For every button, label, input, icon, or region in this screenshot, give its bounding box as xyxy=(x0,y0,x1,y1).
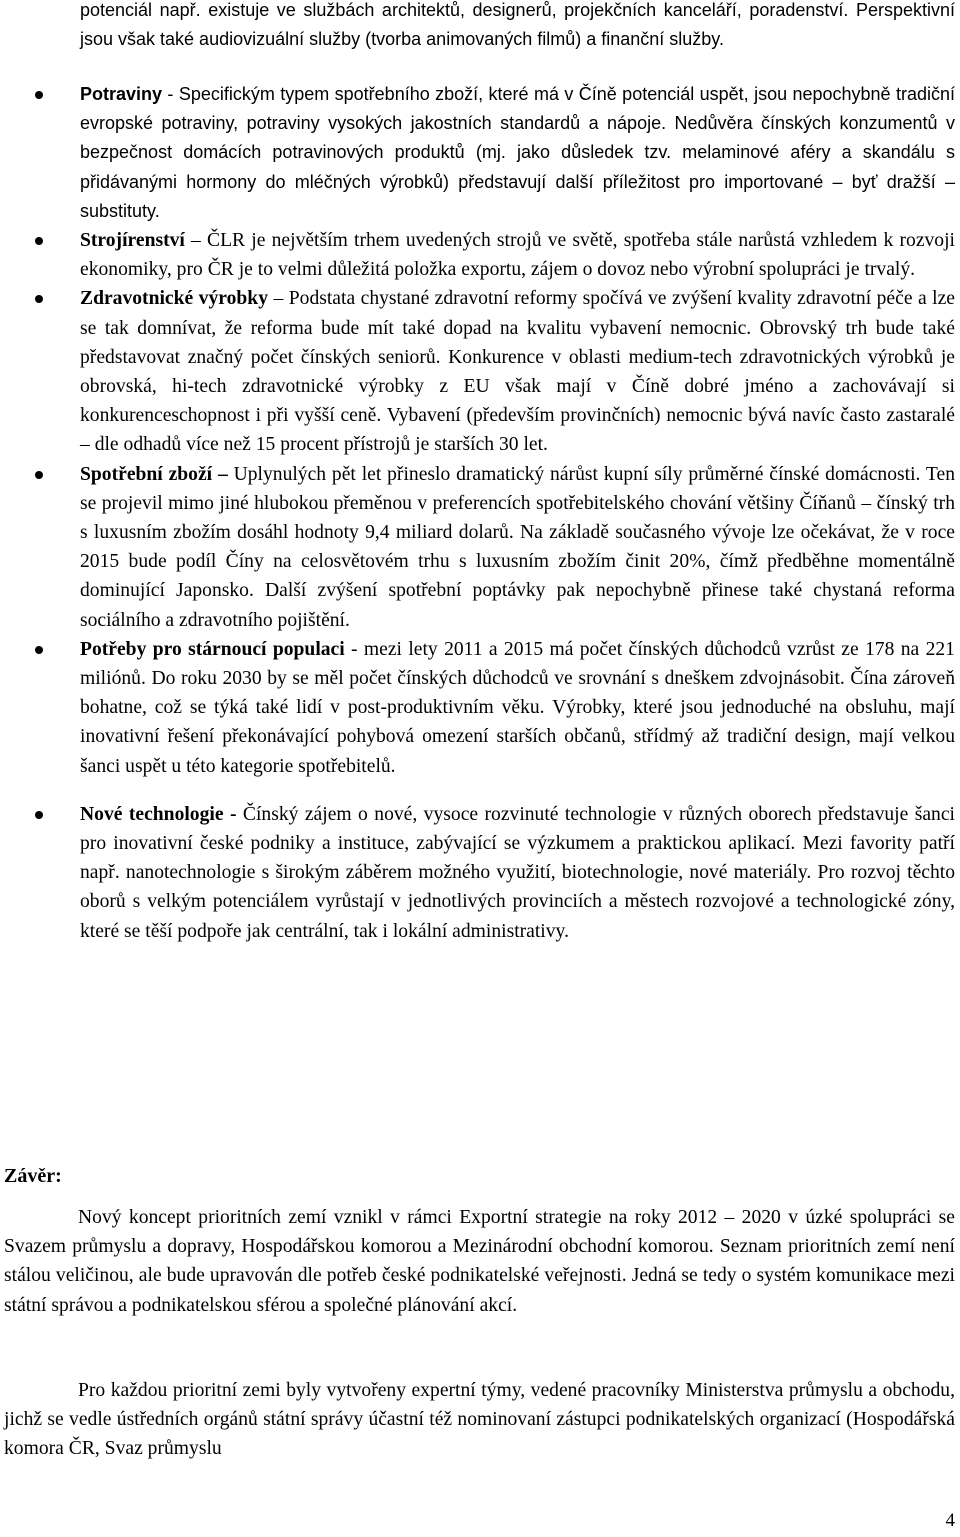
bullet-text: – ČLR je největším trhem uvedených strojů ve světě, spotřeba stále narůstá vzhledem k rozvoji ekonomiky, pro ČR je to velmi důležitá položka exportu, zájem o dovoz nebo výrobní spolupráci je trvalý. xyxy=(80,230,955,281)
bullet-dot-icon xyxy=(35,295,43,303)
bullet-lead: Potřeby pro stárnoucí populaci xyxy=(80,638,345,660)
paragraph: Nový koncept prioritních zemí vznikl v rámci Exportní strategie na roky 2012 – 2020 v úzké spolupráci se Svazem průmyslu a dopravy, Hospodářskou komorou a Mezinárodní obchodní komorou. Seznam prioritních zemí není stálou veličinou, ale bude upravován dle potřeb české podnikatelské veřejnosti. Jedná se tedy o systém komunikace mezi státní správou a podnikatelskou sférou a společné plánování akcí. xyxy=(4,1207,955,1316)
page-number: 4 xyxy=(945,1510,955,1531)
bullet-dot-icon xyxy=(35,91,43,99)
bullet-item-nove-technologie xyxy=(0,800,955,946)
bullet-dot-icon xyxy=(35,811,43,819)
bullet-dot-icon xyxy=(35,237,43,245)
bullet-lead: Potraviny xyxy=(80,84,163,104)
bullet-lead: Zdravotnické výrobky xyxy=(80,288,269,310)
bullet-text: Čínský zájem o nové, vysoce rozvinuté technologie v různých oborech představuje šanci pro inovativní české podniky a instituce, zabývající se výzkumem a praktickou aplikací. Mezi favority patří např. nanotechnologie s širokým záběrem možného využití, biotechnologie, nové materiály. Pro rozvoj těchto oborů s velkým potenciálem vyrůstají v jednotlivých provinciích a městech rozvojové a technologické zóny, které se těší podpoře jak centrální, tak i lokální administrativy. xyxy=(80,803,955,942)
paragraph: Pro každou prioritní zemi byly vytvořeny expertní týmy, vedené pracovníky Ministerstva průmyslu a obchodu, jichž se vedle ústředních orgánů státní správy účastní též nominovaní zástupci podnikatelských organizací (Hospodářská komora ČR, Svaz průmyslu xyxy=(4,1380,955,1460)
bullet-lead: Strojírenství xyxy=(80,230,185,252)
bullet-lead: Spotřební zboží – xyxy=(80,463,228,485)
bullet-text: – Podstata chystané zdravotní reformy spočívá ve zvýšení kvality zdravotní péče a lze se tak domnívat, že reforma bude mít také dopad na kvalitu vybavení nemocnic. Obrovský trh bude také představovat značný počet čínských seniorů. Konkurence v oblasti medium-tech zdravotnických výrobků je obrovská, hi-tech zdravotnické výrobky z EU však mají v Číně dobré jméno a zachovávají si konkurenceschopnost i při vyšší ceně. Vybavení (především provinčních) nemocnic bývá navíc často zastaralé – dle odhadů více než 15 procent přístrojů je starších 30 let. xyxy=(80,288,955,456)
bullet-item-spotrebni-zbozi xyxy=(0,460,955,635)
bullet-text: - mezi lety 2011 a 2015 má počet čínských důchodců vzrůst ze 178 na 221 miliónů. Do roku 2030 by se měl počet čínských důchodců ve srovnání s dneškem zdvojnásobit. Čína zároveň bohatne, což se týká také lidí v post-produktivním věku. Výrobky, které jsou jednoduché na obsluhu, mají inovativní řešení překonávající pohybová omezení starších občanů, střídmý až tradiční design, mají velkou šanci uspět u této kategorie spotřebitelů. xyxy=(80,638,955,777)
bullet-item-zdravotnicke-vyrobky xyxy=(0,284,955,459)
bullet-list xyxy=(0,80,960,946)
bullet-item-starnouci-populace xyxy=(0,635,955,781)
bullet-text: Uplynulých pět let přineslo dramatický nárůst kupní síly průměrné čínské domácnosti. Ten se projevil mimo jiné hlubokou přeměnou v preferencích spotřebitelského chování většiny Číňanů – čínský trh s luxusním zbožím dosáhl hodnoty 9,4 miliard dolarů. Na základě současného vývoje lze očekávat, že v roce 2015 bude podíl Číny na celosvětovém trhu s luxusním zbožím činit 20%, čímž předběhne momentálně dominující Japonsko. Další zvýšení spotřební poptávky pak nepochybně přinese také chystaná reforma sociálního a zdravotního pojištění. xyxy=(80,463,955,631)
continued-paragraph: potenciál např. existuje ve službách architektů, designerů, projekčních kanceláří, poradenství. Perspektivní jsou však také audiovizuální služby (tvorba animovaných filmů) a finanční služby. xyxy=(80,0,955,50)
bullet-item-strojirenstvi xyxy=(0,226,955,284)
bullet-item-potraviny xyxy=(0,80,955,226)
conclusion-heading: Závěr: xyxy=(4,1165,62,1187)
bullet-text: - Specifickým typem spotřebního zboží, které má v Číně potenciál uspět, jsou nepochybně tradiční evropské potraviny, potraviny vysokých jakostních standardů a nápoje. Nedůvěra čínských konzumentů v bezpečnost domácích potravinových produktů (mj. jako důsledek tzv. melaminové aféry a skandálu s přidávanými hormony do mléčných výrobků) představují další příležitost pro importované – byť dražší – substituty. xyxy=(80,84,955,221)
bullet-dot-icon xyxy=(35,471,43,479)
bullet-lead: Nové technologie - xyxy=(80,803,237,825)
bullet-dot-icon xyxy=(35,646,43,654)
